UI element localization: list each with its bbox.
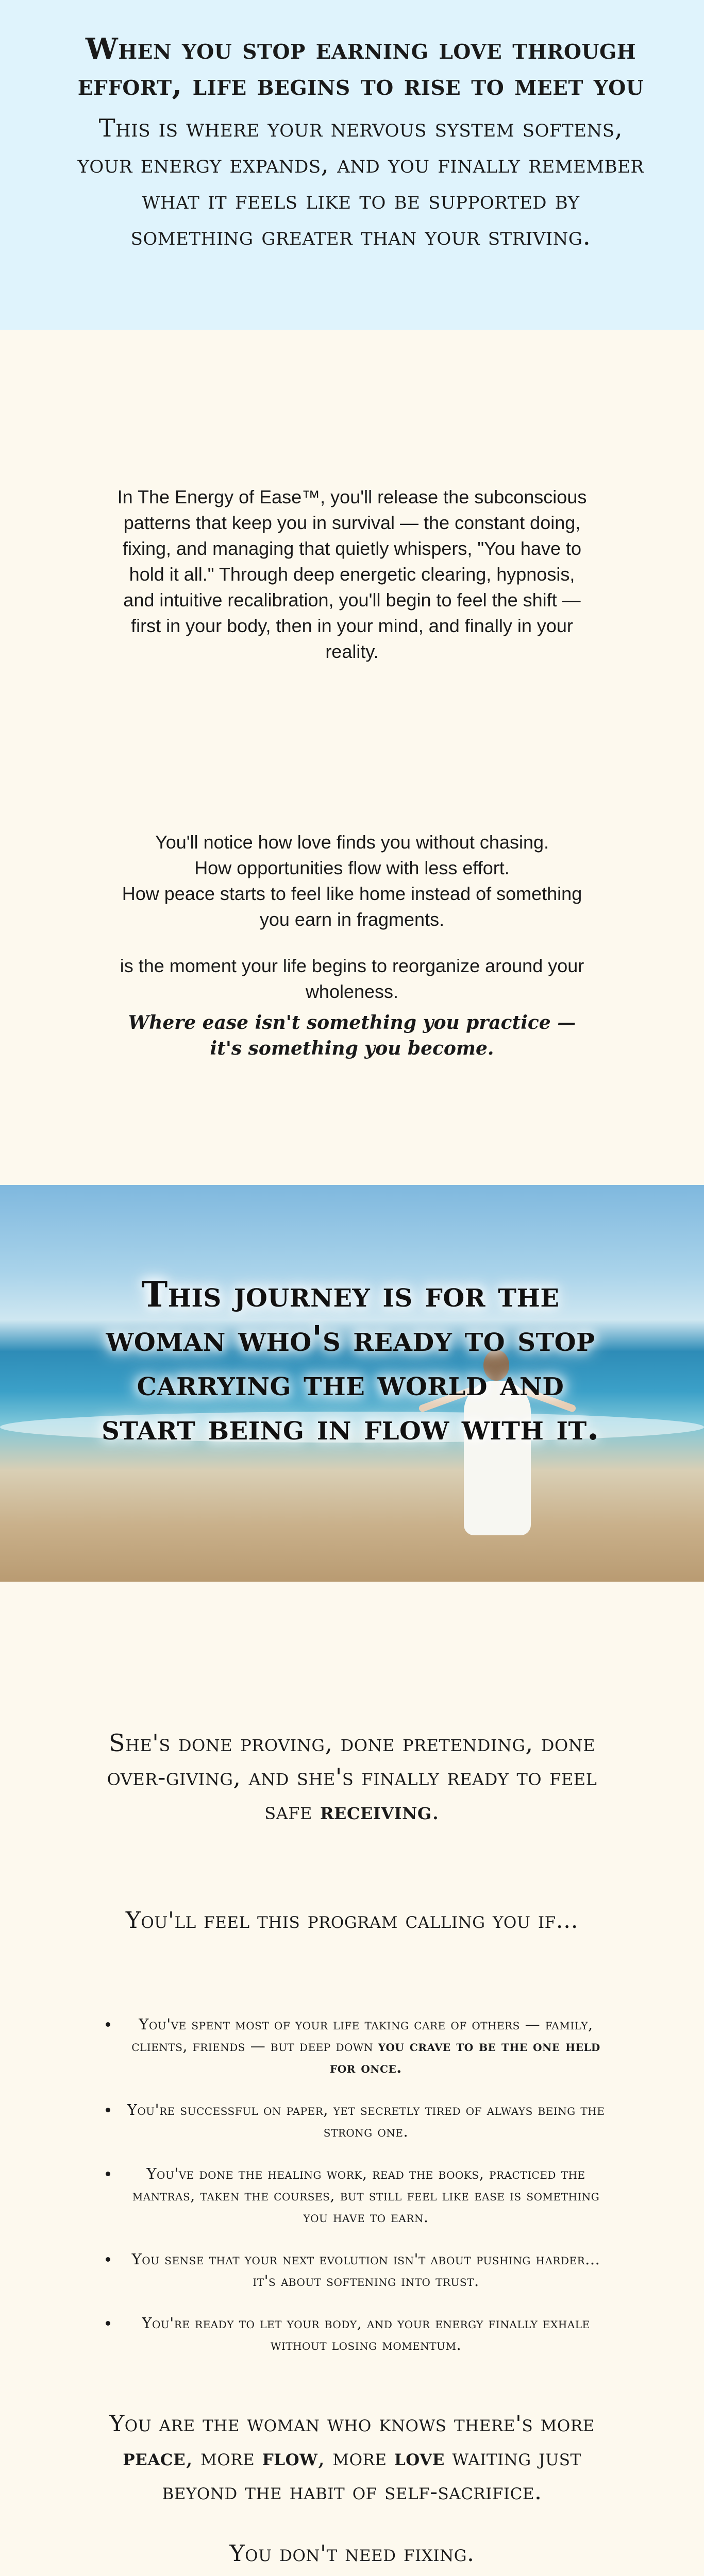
journey-lead-text: She's done proving, done pretending, done over-giving, and she's finally ready to feel safe [107,1729,597,1825]
calling-list [88,2013,613,2355]
journey-lead [88,1726,616,1828]
intro-line-3: How peace starts to feel like home instead of something you earn in fragments. [122,883,582,930]
woman-paragraph-2: You don't need fixing. [229,2540,475,2567]
list-item-text: You've spent most of your life taking care of others — family, clients, friends — but deep down [131,2015,593,2055]
woman-text: , more [186,2445,262,2471]
banner-section [0,1185,704,1582]
woman-text: , more [317,2445,394,2471]
hero-subheading: This is where your nervous system softens, your energy expands, and you finally remember what it feels like to be supported by something greater than your striving. [77,114,644,251]
peace-word: peace [123,2445,186,2471]
intro-paragraph: In The Energy of Ease™, you'll release the subconscious patterns that keep you in survival — the constant doing, fixing, and managing that quietly whispers, "You have to hold it all." Through deep energetic clearing, hypnosis, and intuitive recalibration, you'll begin to feel the shift — first in your body, then in your mind, and finally in your reality. [117,486,587,662]
flow-word: flow [262,2445,318,2471]
calling-heading: You'll feel this program calling you if... [125,1907,579,1934]
journey-lead-bold: receiving [320,1797,432,1825]
journey-section [0,1582,704,2576]
list-item: • You sense that your next evolution isn't about pushing harder... it's about softening into trust. [119,2248,613,2292]
hero-section [0,0,704,330]
intro-section [0,330,704,1185]
list-item-bold: you crave to be the one held for once. [330,2037,600,2076]
love-word: love [394,2445,445,2471]
woman-text: You are the woman who knows there's more [109,2411,595,2437]
banner-heading: This journey is for the woman who's ready to stop carrying the world and start being in flow with it. [102,1274,599,1448]
list-item: • You're successful on paper, yet secretly tired of always being the strong one. [119,2099,613,2142]
woman-text: waiting just beyond the habit of self-sacrifice. [162,2445,581,2505]
woman-block [88,2407,616,2576]
intro-line-4: is the moment your life begins to reorganize around your wholeness. [120,955,584,1002]
list-item: • You're ready to let your body, and your energy finally exhale without losing momentum. [119,2312,613,2355]
list-item: • You've done the healing work, read the books, practiced the mantras, taken the courses, but still feel like ease is something you have to earn. [119,2163,613,2228]
intro-lines [113,829,591,1061]
intro-line-2: How opportunities flow with less effort. [194,857,510,878]
intro-tagline: Where ease isn't something you practice — it's something you become. [128,1012,576,1059]
journey-lead-suffix: . [431,1797,440,1825]
hero-heading: When you stop earning love through effort, life begins to rise to meet you [77,32,644,102]
woman-paragraph-1 [88,2407,616,2509]
list-item [119,2013,613,2078]
intro-line-1: You'll notice how love finds you without chasing. [155,832,549,853]
